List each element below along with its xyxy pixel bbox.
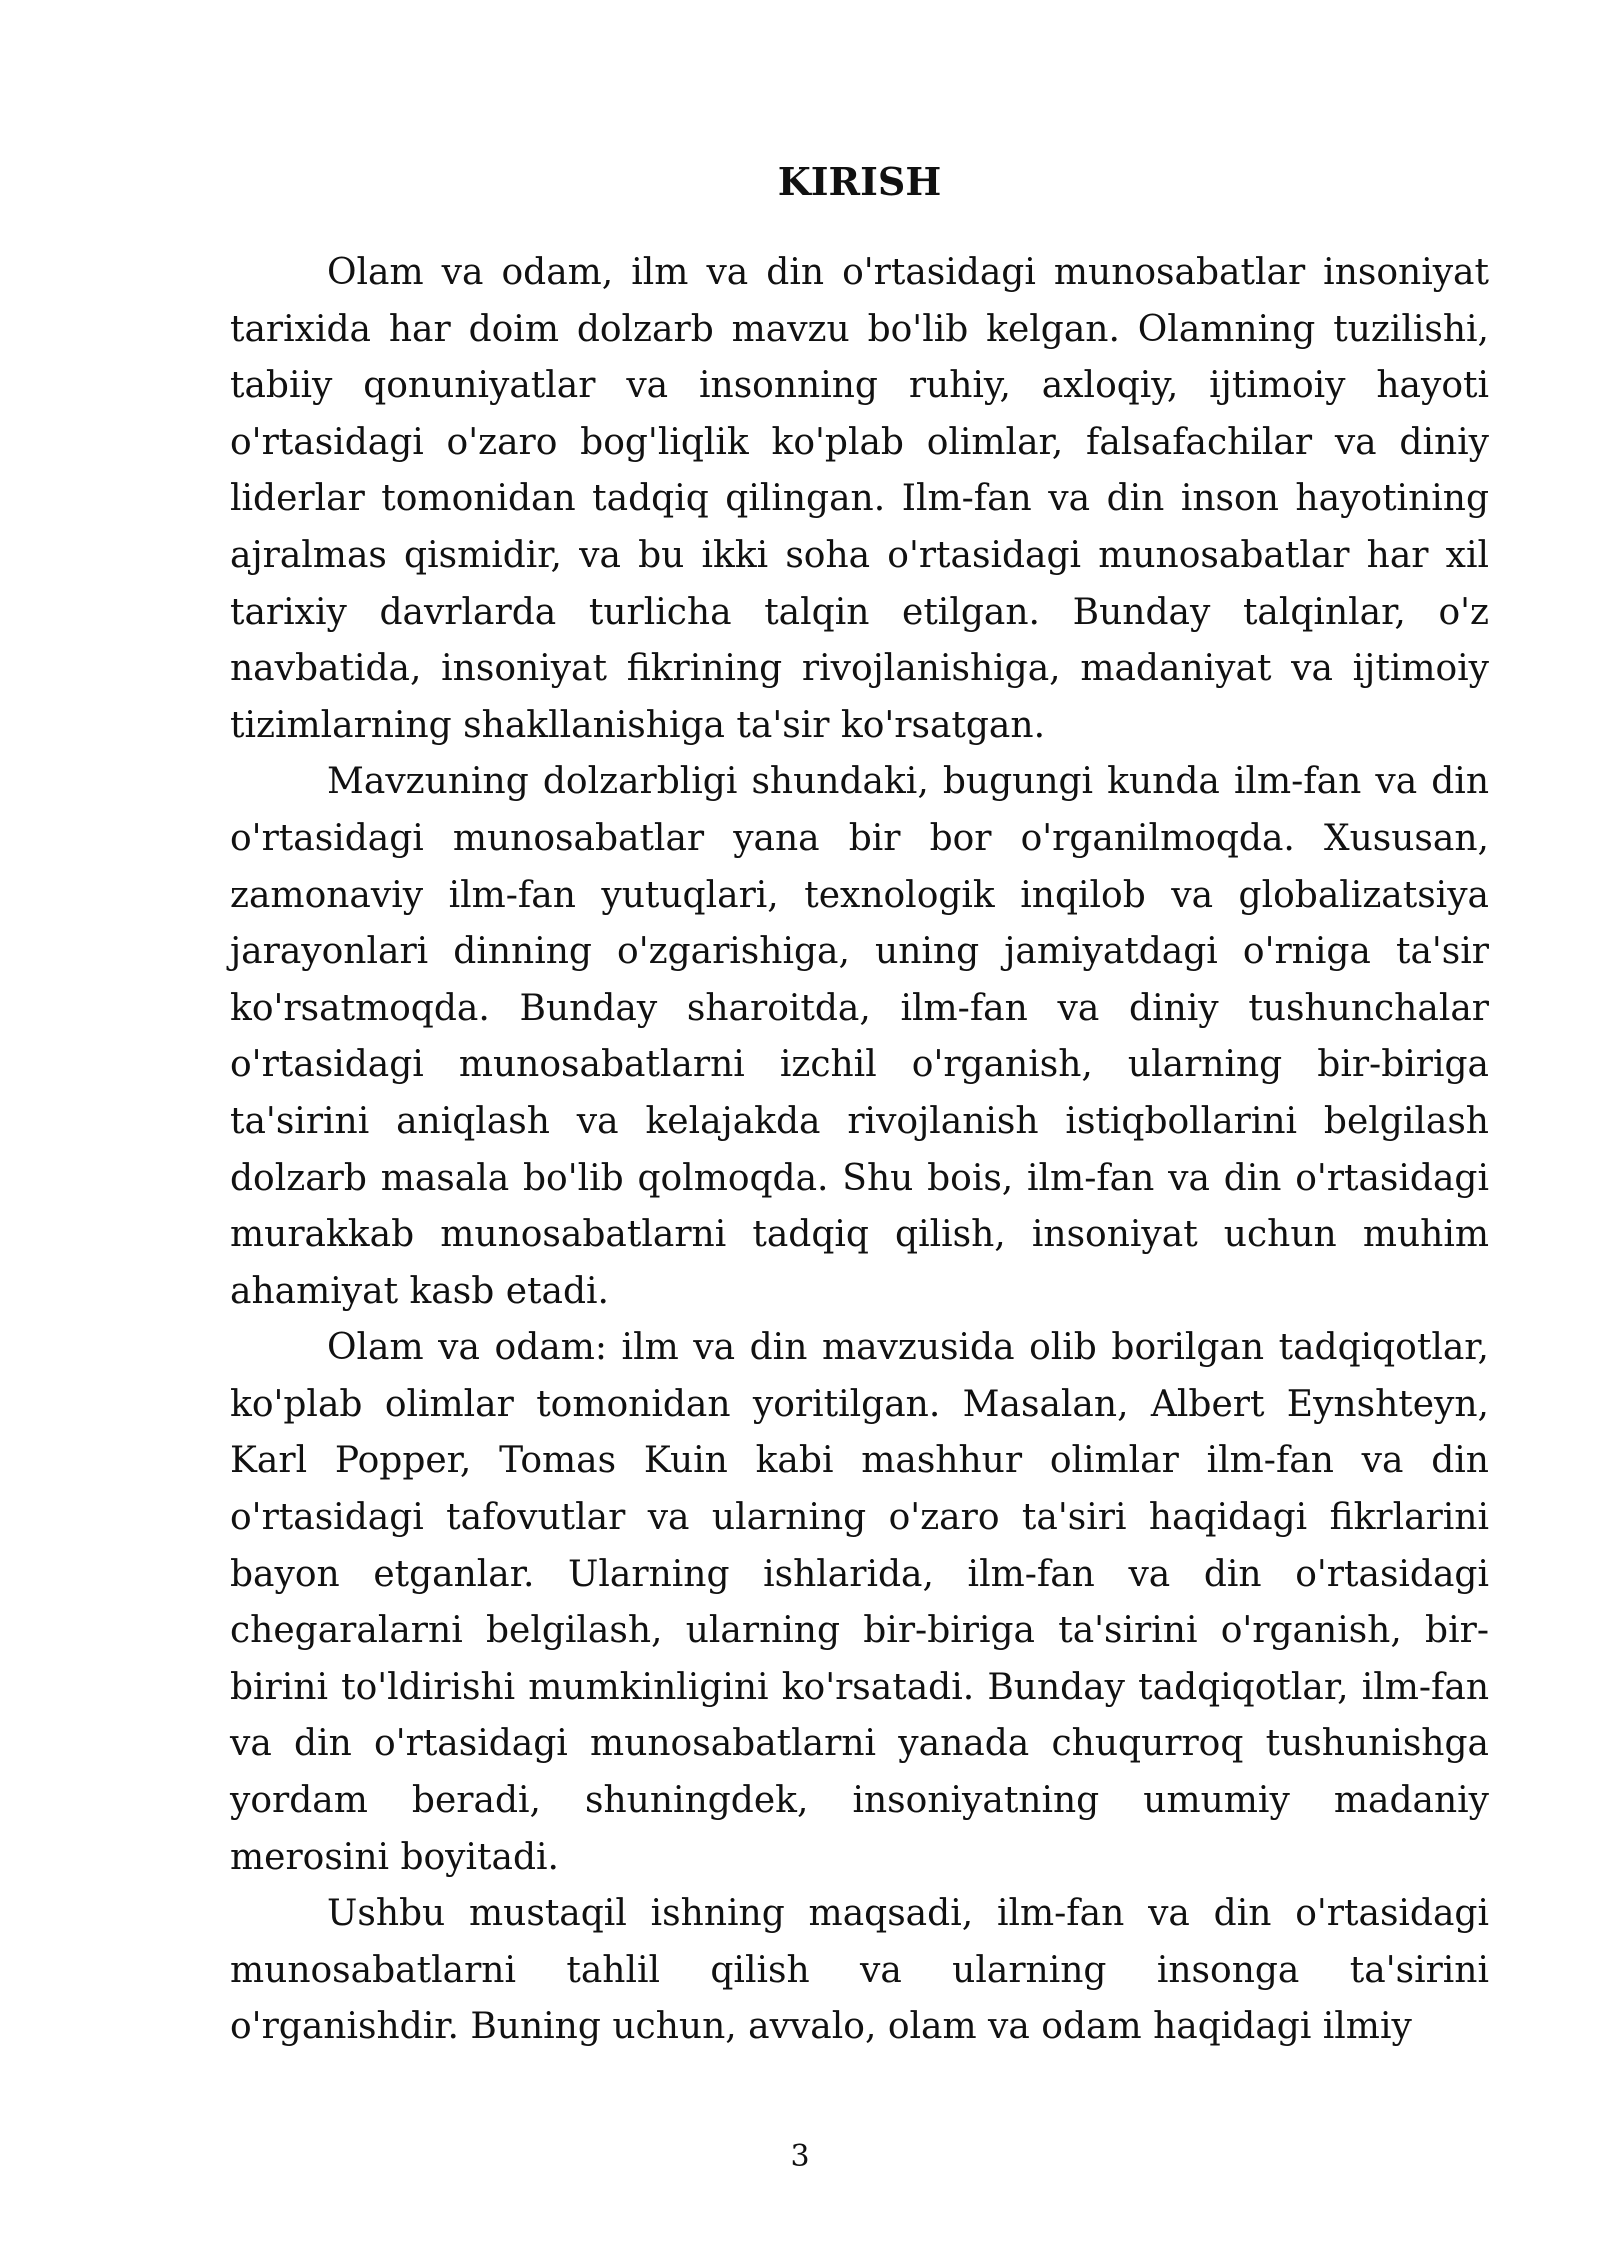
page-number: 3 bbox=[790, 2139, 810, 2174]
body-text bbox=[230, 245, 1489, 2056]
section-title: KIRISH bbox=[777, 159, 942, 204]
paragraph: Ushbu mustaqil ishning maqsadi, ilm-fan va din o'rtasidagi munosabatlarni tahlil qilish va ularning insonga ta'sirini o'rganishdir. Buning uchun, avvalo, olam va odam haqidagi ilmiy bbox=[230, 1893, 1489, 2048]
paragraph: Olam va odam, ilm va din o'rtasidagi munosabatlar insoniyat tarixida har doim dolzarb mavzu bo'lib kelgan. Olamning tuzilishi, tabiiy qonuniyatlar va insonning ruhiy, axloqiy, ijtimoiy hayoti o'rtasidagi o'zaro bog'liqlik ko'plab olimlar, falsafachilar va diniy liderlar tomonidan tadqiq qilingan. Ilm-fan va din inson hayotining ajralmas qismidir, va bu ikki soha o'rtasidagi munosabatlar har xil tarixiy davrlarda turlicha talqin etilgan. Bunday talqinlar, o'z navbatida, insoniyat fikrining rivojlanishiga, madaniyat va ijtimoiy tizimlarning shakllanishiga ta'sir ko'rsatgan. bbox=[230, 252, 1489, 746]
paragraph: Mavzuning dolzarbligi shundaki, bugungi kunda ilm-fan va din o'rtasidagi munosabatlar yana bir bor o'rganilmoqda. Xususan, zamonaviy ilm-fan yutuqlari, texnologik inqilob va globalizatsiya jarayonlari dinning o'zgarishiga, uning jamiyatdagi o'rniga ta'sir ko'rsatmoqda. Bunday sharoitda, ilm-fan va diniy tushunchalar o'rtasidagi munosabatlarni izchil o'rganish, ularning bir-biriga ta'sirini aniqlash va kelajakda rivojlanish istiqbollarini belgilash dolzarb masala bo'lib qolmoqda. Shu bois, ilm-fan va din o'rtasidagi murakkab munosabatlarni tadqiq qilish, insoniyat uchun muhim ahamiyat kasb etadi. bbox=[230, 761, 1489, 1312]
paragraph: Olam va odam: ilm va din mavzusida olib borilgan tadqiqotlar, ko'plab olimlar tomonidan yoritilgan. Masalan, Albert Eynshteyn, Karl Popper, Tomas Kuin kabi mashhur olimlar ilm-fan va din o'rtasidagi tafovutlar va ularning o'zaro ta'siri haqidagi fikrlarini bayon etganlar. Ularning ishlarida, ilm-fan va din o'rtasidagi chegaralarni belgilash, ularning bir-biriga ta'sirini o'rganish, bir-birini to'ldirishi mumkinligini ko'rsatadi. Bunday tadqiqotlar, ilm-fan va din o'rtasidagi munosabatlarni yanada chuqurroq tushunishga yordam beradi, shuningdek, insoniyatning umumiy madaniy merosini boyitadi. bbox=[230, 1327, 1489, 1878]
